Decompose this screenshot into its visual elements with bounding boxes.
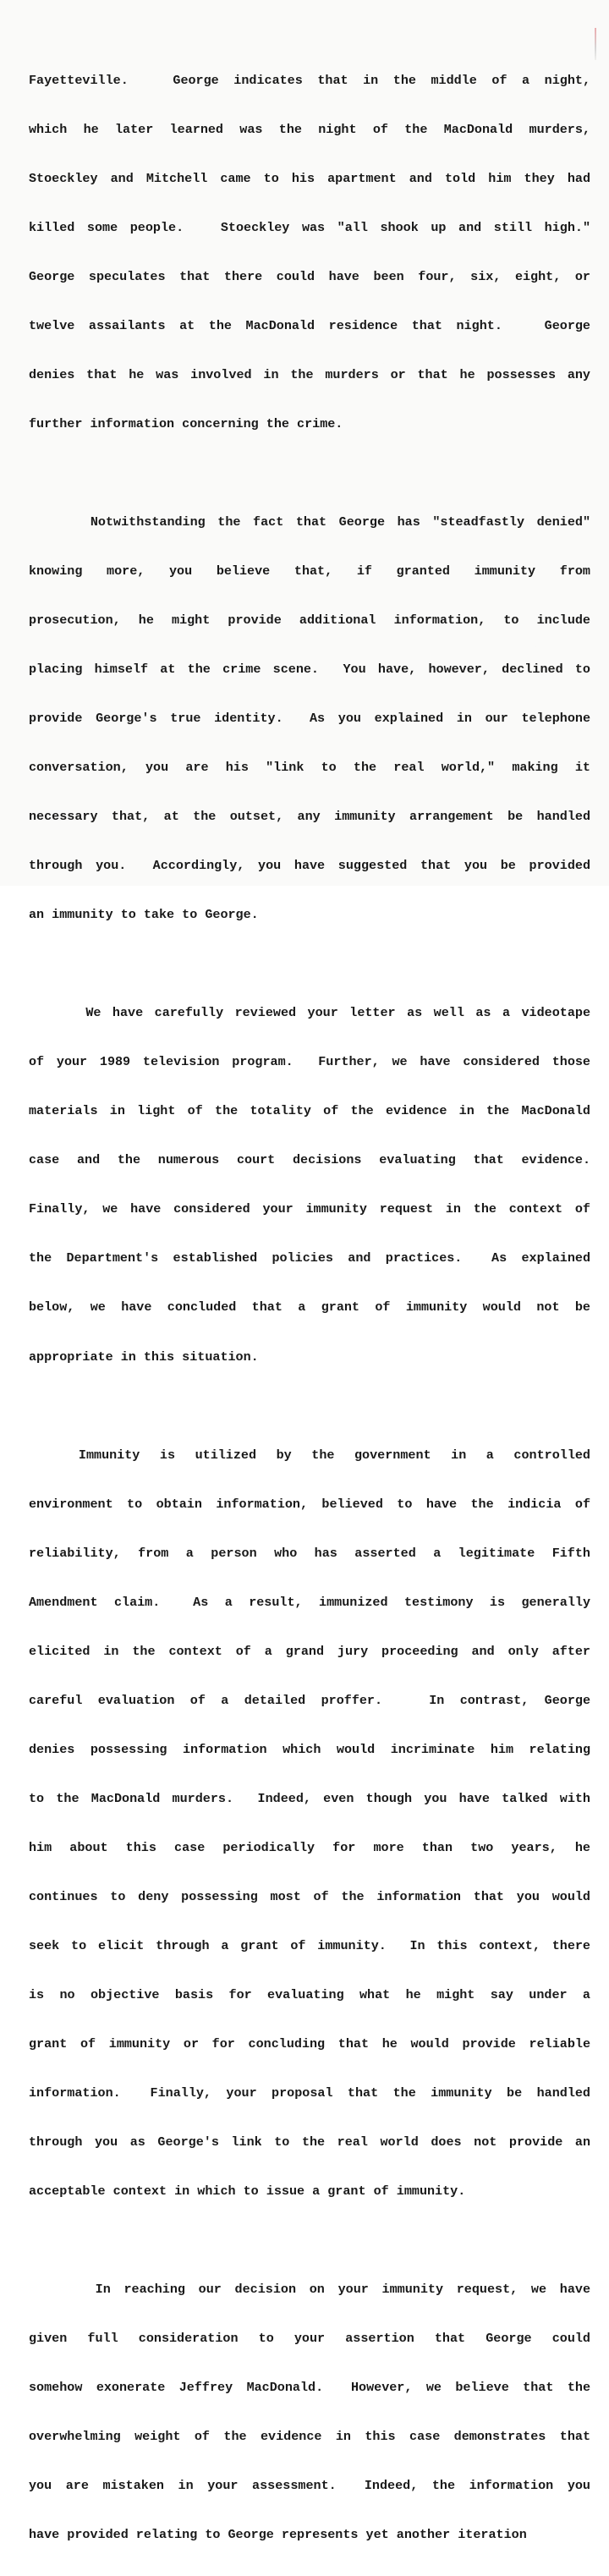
paragraph-1 [29, 40, 590, 465]
text-line: below, we have concluded that a grant of immunity would not be [29, 1299, 590, 1315]
text-line: provide George's true identity. As you explained in our telephone [29, 711, 590, 727]
text-line: acceptable context in which to issue a grant of immunity. [29, 2183, 466, 2200]
paragraph-4 [29, 1414, 590, 2233]
text-line: killed some people. Stoeckley was "all shook up and still high." [29, 219, 590, 235]
text-line: given full consideration to your assertion that George could [29, 2331, 590, 2347]
text-line: In reaching our decision on your immunity request, we have [29, 2282, 590, 2298]
text-line: seek to elicit through a grant of immunity. In this context, there [29, 1937, 590, 1953]
text-line: case and the numerous court decisions evaluating that evidence. [29, 1152, 590, 1168]
text-line: appropriate in this situation. [29, 1348, 259, 1365]
text-line: Notwithstanding the fact that George has "steadfastly denied" [29, 514, 590, 530]
text-line: grant of immunity or for concluding that he would provide reliable [29, 2035, 590, 2051]
text-line: through you. Accordingly, you have suggested that you be provided [29, 858, 590, 874]
text-line: the Department's established policies and practices. As explained [29, 1250, 590, 1266]
text-line: Fayetteville. George indicates that in the middle of a night, [29, 72, 590, 88]
text-line: necessary that, at the outset, any immunity arrangement be handled [29, 809, 590, 825]
text-line: We have carefully reviewed your letter as well as a videotape [29, 1005, 590, 1021]
text-line: have provided relating to George represents yet another iteration [29, 2527, 527, 2543]
text-line: conversation, you are his "link to the real world," making it [29, 760, 590, 776]
text-line: somehow exonerate Jeffrey MacDonald. However, we believe that the [29, 2380, 590, 2396]
paragraph-2 [29, 481, 590, 956]
text-line: George speculates that there could have been four, six, eight, or [29, 268, 590, 284]
document-body [29, 40, 590, 2576]
text-line: knowing more, you believe that, if granted immunity from [29, 563, 590, 579]
text-line: an immunity to take to George. [29, 907, 259, 923]
text-line: placing himself at the crime scene. You have, however, declined to [29, 662, 590, 678]
text-line: prosecution, he might provide additional information, to include [29, 612, 590, 629]
text-line: continues to deny possessing most of the information that you would [29, 1888, 590, 1904]
text-line: is no objective basis for evaluating what he might say under a [29, 1986, 590, 2002]
text-line: which he later learned was the night of the MacDonald murders, [29, 121, 590, 137]
text-line: you are mistaken in your assessment. Indeed, the information you [29, 2478, 590, 2494]
text-line: careful evaluation of a detailed proffer. In contrast, George [29, 1692, 590, 1708]
text-line: him about this case periodically for more than two years, he [29, 1839, 590, 1855]
text-line: of your 1989 television program. Further, we have considered those [29, 1054, 590, 1070]
text-line: denies that he was involved in the murders or that he possesses any [29, 366, 590, 382]
text-line: Stoeckley and Mitchell came to his apartment and told him they had [29, 170, 590, 186]
text-line: materials in light of the totality of the evidence in the MacDonald [29, 1103, 590, 1119]
text-line: Finally, we have considered your immunity request in the context of [29, 1201, 590, 1217]
text-line: denies possessing information which would incriminate him relating [29, 1741, 590, 1757]
scanner-streak-artifact [595, 28, 596, 60]
text-line: information. Finally, your proposal that the immunity be handled [29, 2084, 590, 2101]
text-line: further information concerning the crime. [29, 415, 343, 431]
paragraph-3 [29, 973, 590, 1398]
paragraph-5 [29, 2249, 590, 2576]
text-line: elicited in the context of a grand jury proceeding and only after [29, 1643, 590, 1659]
text-line: reliability, from a person who has asserted a legitimate Fifth [29, 1545, 590, 1561]
text-line: Amendment claim. As a result, immunized testimony is generally [29, 1594, 590, 1610]
text-line: environment to obtain information, believed to have the indicia of [29, 1496, 590, 1512]
text-line: through you as George's link to the real world does not provide an [29, 2134, 590, 2150]
text-line: overwhelming weight of the evidence in this case demonstrates that [29, 2429, 590, 2445]
text-line: twelve assailants at the MacDonald residence that night. George [29, 317, 590, 333]
text-line: to the MacDonald murders. Indeed, even though you have talked with [29, 1790, 590, 1806]
text-line: Immunity is utilized by the government in a controlled [29, 1447, 590, 1463]
